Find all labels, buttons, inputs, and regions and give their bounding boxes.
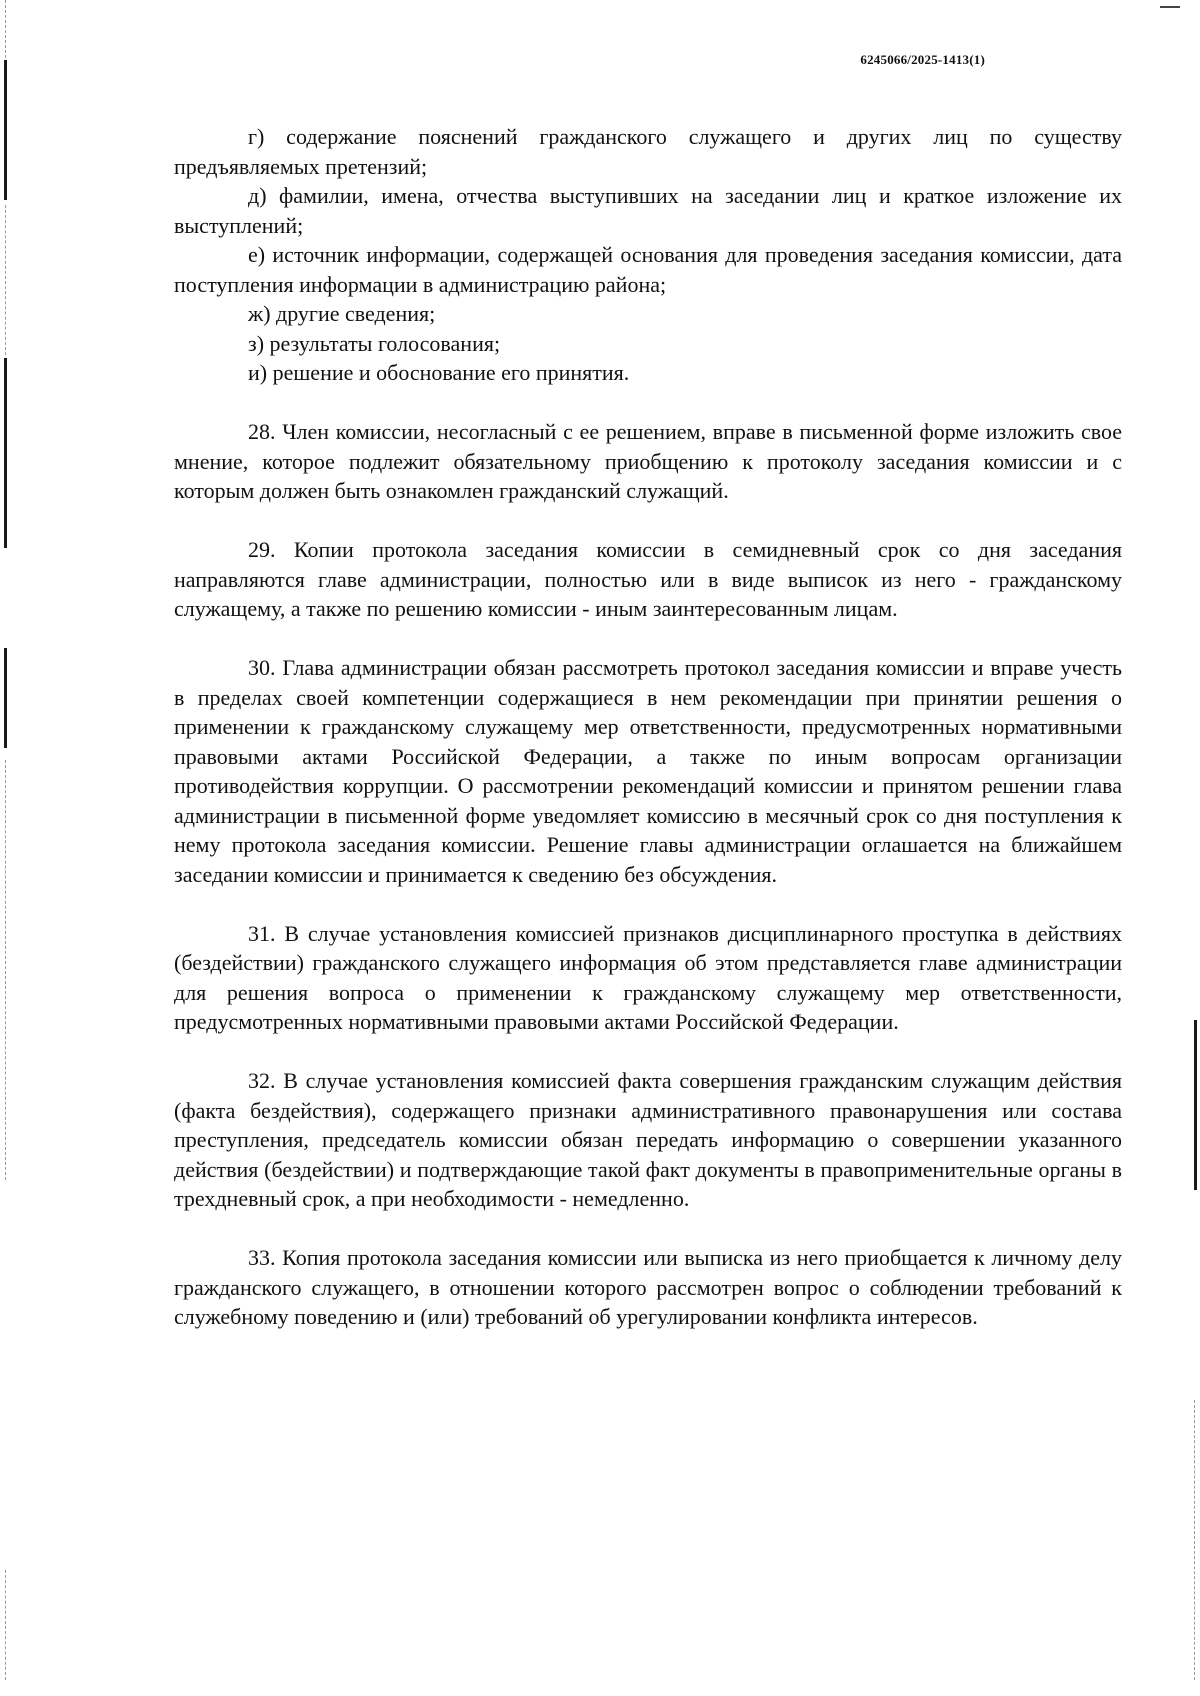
list-item-zh: ж) другие сведения; [248,301,436,326]
scan-artifact [5,0,7,58]
scan-artifact [5,1570,7,1680]
list-item-i: и) решение и обоснование его принятия. [248,360,630,385]
list-item-z: з) результаты голосования; [248,330,501,356]
list-item-g: г) содержание пояснений гражданского служащего и других лиц по существу предъявляемых претензий; [174,124,1122,179]
scan-artifact [4,648,7,748]
clause-28: 28. Член комиссии, несогласный с ее решением, вправе в письменной форме изложить свое мнение, которое подлежит обязательному приобщению к протоколу заседания комиссии и с которым должен быть ознакомлен гражданский служащий. [174,419,1122,503]
scan-artifact [4,358,7,548]
document-number: 6245066/2025-1413(1) [860,52,985,67]
document-body [174,122,1122,1332]
scan-artifact [1194,1020,1197,1190]
list-item-e: е) источник информации, содержащей основания для проведения заседания комиссии, дата поступления информации в администрацию района; [174,242,1122,297]
clause-29: 29. Копии протокола заседания комиссии в семидневный срок со дня заседания направляются главе администрации, полностью или в виде выписок из него - гражданскому служащему, а также по решению комиссии - иным заинтересованным лицам. [174,537,1122,621]
clause-32: 32. В случае установления комиссией факта совершения гражданским служащим действия (факта бездействия), содержащего признаки административного правонарушения или состава преступления, председатель комиссии обязан передать информацию о совершении указанного действия (бездействии) и подтверждающие такой факт документы в правоприменительные органы в трехдневный срок, а при необходимости - немедленно. [174,1068,1122,1211]
scan-artifact [5,205,7,355]
clause-30: 30. Глава администрации обязан рассмотреть протокол заседания комиссии и вправе учесть в пределах своей компетенции содержащиеся в нем рекомендации при принятии решения о применении к гражданскому служащему мер ответственности, предусмотренных нормативными правовыми актами Российской Федерации, а также по иным вопросам организации противодействия коррупции. О рассмотрении рекомендаций комиссии и принятом решении глава администрации в письменной форме уведомляет комиссию в месячный срок со дня поступления к нему протокола заседания комиссии. Решение главы администрации оглашается на ближайшем заседании комиссии и принимается к сведению без обсуждения. [174,655,1122,887]
clause-33: 33. Копия протокола заседания комиссии или выписка из него приобщается к личному делу гражданского служащего, в отношении которого рассмотрен вопрос о соблюдении требований к служебному поведению и (или) требований об урегулировании конфликта интересов. [174,1245,1122,1329]
scan-artifact [1160,6,1180,8]
scan-artifact [4,60,7,200]
scan-artifact [5,760,7,1180]
list-item-d: д) фамилии, имена, отчества выступивших на заседании лиц и краткое изложение их выступлений; [174,183,1122,238]
clause-31: 31. В случае установления комиссией признаков дисциплинарного проступка в действиях (бездействии) гражданского служащего информация об этом представляется главе администрации для решения вопроса о применении к гражданскому служащему мер ответственности, предусмотренных нормативными правовыми актами Российской Федерации. [174,920,1122,1034]
scan-artifact [1194,1400,1196,1680]
